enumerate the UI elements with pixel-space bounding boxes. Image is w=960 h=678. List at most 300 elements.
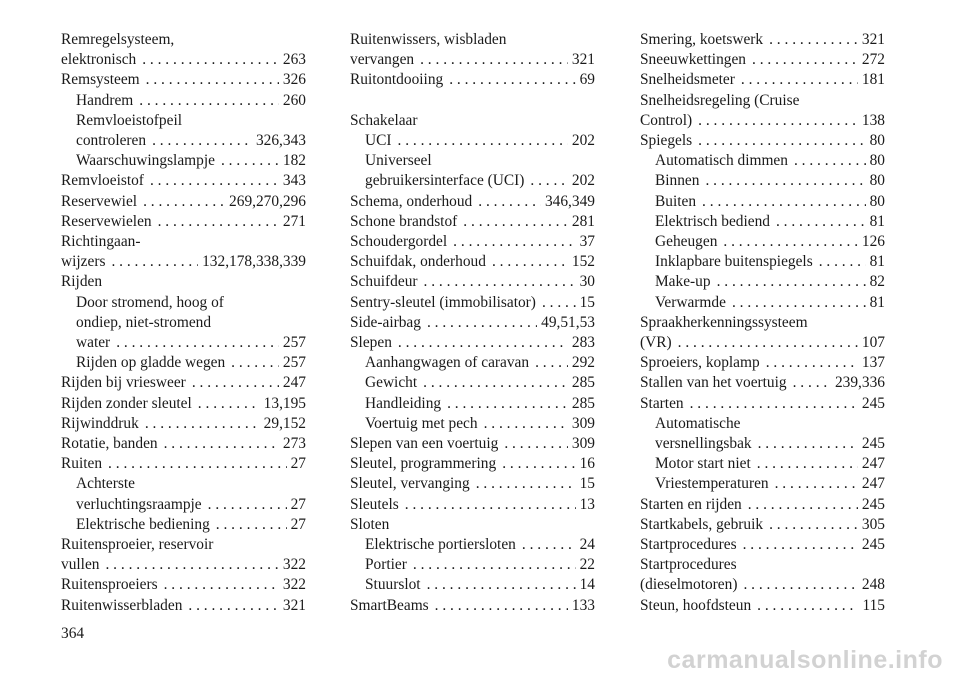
index-entry — [350, 212, 595, 232]
index-entry — [350, 454, 595, 474]
index-subentry — [640, 151, 885, 171]
entry-term: Waarschuwingslampje — [76, 152, 215, 170]
index-entry — [61, 575, 306, 595]
entry-page-ref: 13 — [579, 495, 595, 513]
index-entry — [61, 212, 306, 232]
entry-term: Elektrische portiersloten — [365, 536, 516, 554]
index-entry — [350, 333, 595, 353]
entry-term: Spraakherkenningssysteem — [640, 313, 808, 331]
index-subentry — [350, 131, 595, 151]
entry-term: Verwarmde — [655, 293, 726, 311]
entry-term: Schakelaar — [350, 111, 418, 129]
index-subentry — [350, 151, 595, 171]
entry-term: Schuifdeur — [350, 273, 418, 291]
entry-page-ref: 181 — [861, 71, 885, 89]
watermark-logo: carmanualsonline.info — [667, 646, 943, 674]
entry-term: Control) — [640, 111, 693, 129]
index-subentry — [61, 474, 306, 494]
entry-term: Ruitontdooiing — [350, 71, 444, 89]
entry-page-ref: 321 — [861, 31, 885, 48]
dot-leader — [152, 212, 279, 232]
entry-page-ref: 305 — [861, 515, 885, 533]
entry-term: Elektrisch bediend — [655, 212, 770, 230]
entry-term: Spiegels — [640, 132, 693, 150]
entry-page-ref: 283 — [571, 334, 595, 352]
entry-page-ref: 27 — [290, 515, 306, 533]
dot-leader — [457, 212, 568, 232]
entry-page-ref: 132,178,338,339 — [202, 253, 306, 271]
entry-page-ref: 285 — [571, 394, 595, 412]
entry-term: Gewicht — [365, 374, 418, 392]
dot-leader — [105, 252, 198, 272]
entry-page-ref: 80 — [869, 132, 885, 150]
index-subentry — [350, 373, 595, 393]
index-entry — [350, 293, 595, 313]
index-entry — [61, 434, 306, 454]
entry-page-ref: 326 — [282, 71, 306, 89]
entry-term: Ruitensproeier, reservoir — [61, 536, 214, 554]
index-subentry — [640, 232, 885, 252]
index-entry — [640, 333, 885, 353]
entry-term: Startprocedures — [640, 536, 737, 554]
entry-term: Elektrische bediening — [76, 515, 210, 533]
index-subentry — [350, 575, 595, 595]
index-entry — [640, 91, 885, 111]
entry-term: Remsysteem — [61, 71, 140, 89]
entry-page-ref: 107 — [861, 334, 885, 352]
dot-leader — [407, 555, 576, 575]
entry-page-ref: 239,336 — [834, 374, 885, 392]
entry-page-ref: 82 — [869, 273, 885, 291]
entry-page-ref: 80 — [869, 152, 885, 170]
entry-term: versnellingsbak — [655, 435, 752, 453]
entry-term: Binnen — [655, 172, 700, 190]
entry-page-ref: 292 — [571, 354, 595, 372]
entry-term: Startprocedures — [640, 556, 737, 574]
index-entry — [640, 353, 885, 373]
entry-page-ref: 322 — [282, 576, 306, 594]
dot-leader — [529, 353, 568, 373]
index-entry — [61, 50, 306, 70]
entry-term: Rijden zonder sleutel — [61, 394, 192, 412]
index-entry — [350, 474, 595, 494]
entry-term: Inklapbare buitenspiegels — [655, 253, 813, 271]
index-entry — [61, 70, 306, 90]
entry-page-ref: 81 — [869, 293, 885, 311]
dot-leader — [737, 575, 857, 595]
entry-page-ref: 202 — [571, 172, 595, 190]
dot-leader — [770, 212, 866, 232]
index-entry — [640, 394, 885, 414]
index-subentry — [640, 414, 885, 434]
entry-page-ref: 247 — [861, 455, 885, 473]
index-subentry — [61, 515, 306, 535]
index-entry — [61, 394, 306, 414]
entry-term: Stallen van het voertuig — [640, 374, 787, 392]
entry-page-ref: 271 — [282, 212, 306, 230]
index-entry — [350, 192, 595, 212]
dot-leader — [392, 333, 568, 353]
entry-term: Sleutels — [350, 495, 399, 513]
dot-leader — [414, 50, 568, 70]
dot-leader — [202, 495, 287, 515]
entry-page-ref: 15 — [579, 293, 595, 311]
index-entry — [350, 111, 595, 131]
dot-leader — [110, 333, 279, 353]
index-subentry — [350, 555, 595, 575]
dot-leader — [763, 515, 858, 535]
entry-term: Remvloeistofpeil — [76, 111, 183, 129]
entry-term: Make-up — [655, 273, 711, 291]
dot-leader — [735, 70, 858, 90]
page-number: 364 — [61, 625, 85, 642]
entry-page-ref: 322 — [282, 556, 306, 574]
entry-term: vullen — [61, 556, 100, 574]
entry-page-ref: 16 — [579, 455, 595, 473]
dot-leader — [186, 373, 279, 393]
entry-page-ref: 69 — [579, 71, 595, 89]
dot-leader — [140, 70, 279, 90]
entry-term: Smering, koetswerk — [640, 31, 764, 48]
index-column-1 — [61, 30, 306, 616]
dot-leader — [225, 353, 279, 373]
index-column-2 — [350, 30, 595, 616]
dot-leader — [742, 495, 858, 515]
entry-term: Remvloeistof — [61, 172, 144, 190]
entry-page-ref: 13,195 — [263, 394, 306, 412]
index-subentry — [640, 293, 885, 313]
index-entry — [61, 30, 306, 50]
entry-term: SmartBeams — [350, 596, 429, 614]
entry-term: Sproeiers, koplamp — [640, 354, 760, 372]
entry-page-ref: 285 — [571, 374, 595, 392]
entry-term: Schuifdak, onderhoud — [350, 253, 486, 271]
dot-leader — [144, 171, 279, 191]
entry-page-ref: 137 — [861, 354, 885, 372]
entry-page-ref: 115 — [862, 596, 885, 614]
entry-page-ref: 321 — [571, 51, 595, 69]
entry-page-ref: 15 — [579, 475, 595, 493]
dot-leader — [787, 373, 831, 393]
dot-leader — [399, 495, 576, 515]
entry-term: Motor start niet — [655, 455, 751, 473]
entry-page-ref: 49,51,53 — [541, 313, 595, 331]
entry-term: Starten — [640, 394, 684, 412]
index-subentry — [61, 111, 306, 131]
dot-leader — [137, 192, 225, 212]
index-entry — [61, 192, 306, 212]
dot-leader — [711, 272, 866, 292]
entry-page-ref: 309 — [571, 435, 595, 453]
dot-leader — [751, 596, 858, 616]
dot-leader — [516, 535, 576, 555]
index-entry — [61, 252, 306, 272]
index-entry — [350, 232, 595, 252]
entry-page-ref: 37 — [579, 233, 595, 251]
dot-leader — [699, 171, 865, 191]
dot-leader — [102, 454, 287, 474]
entry-page-ref: 309 — [571, 414, 595, 432]
dot-leader — [763, 30, 858, 50]
index-entry — [61, 454, 306, 474]
entry-term: Ruitensproeiers — [61, 576, 158, 594]
entry-page-ref: 263 — [282, 51, 306, 69]
entry-term: Portier — [365, 556, 407, 574]
index-entry — [61, 373, 306, 393]
dot-leader — [751, 454, 858, 474]
entry-page-ref: 81 — [869, 253, 885, 271]
entry-term: Stuurslot — [365, 576, 421, 594]
entry-page-ref: 257 — [282, 354, 306, 372]
entry-page-ref: 22 — [579, 556, 595, 574]
entry-term: Universeel — [365, 152, 432, 170]
entry-term: Startkabels, gebruik — [640, 515, 764, 533]
entry-term: Richtingaan- — [61, 233, 141, 251]
dot-leader — [158, 434, 279, 454]
entry-page-ref: 29,152 — [263, 414, 306, 432]
dot-leader — [417, 373, 568, 393]
dot-leader — [760, 353, 858, 373]
entry-page-ref: 343 — [282, 172, 306, 190]
dot-leader — [692, 111, 858, 131]
entry-term: Handrem — [76, 91, 134, 109]
entry-page-ref: 260 — [282, 91, 306, 109]
index-entry — [640, 111, 885, 131]
entry-page-ref: 247 — [861, 475, 885, 493]
entry-term: Sleutel, programmering — [350, 455, 497, 473]
entry-page-ref: 138 — [861, 111, 885, 129]
entry-page-ref: 273 — [282, 435, 306, 453]
entry-term: Starten en rijden — [640, 495, 742, 513]
index-entry — [61, 272, 306, 292]
dot-leader — [158, 575, 279, 595]
dot-leader — [478, 414, 568, 434]
dot-leader — [524, 171, 568, 191]
dot-leader — [672, 333, 858, 353]
index-entry — [350, 313, 595, 333]
entry-term: Side-airbag — [350, 313, 421, 331]
dot-leader — [813, 252, 866, 272]
index-subentry — [61, 91, 306, 111]
index-subentry — [61, 353, 306, 373]
dot-leader — [146, 131, 252, 151]
entry-term: Remregelsysteem, — [61, 31, 175, 48]
entry-term: Reservewiel — [61, 192, 138, 210]
index-entry — [350, 50, 595, 70]
entry-page-ref: 27 — [290, 455, 306, 473]
index-spacer — [350, 91, 595, 111]
dot-leader — [447, 232, 575, 252]
index-subentry — [61, 313, 306, 333]
index-entry — [61, 555, 306, 575]
dot-leader — [429, 596, 568, 616]
entry-term: Rijden — [61, 273, 103, 291]
entry-page-ref: 81 — [869, 212, 885, 230]
index-subentry — [350, 535, 595, 555]
entry-page-ref: 152 — [571, 253, 595, 271]
index-subentry — [640, 454, 885, 474]
entry-term: UCI — [365, 132, 392, 149]
entry-page-ref: 27 — [290, 495, 306, 513]
dot-leader — [182, 596, 279, 616]
entry-page-ref: 245 — [861, 435, 885, 453]
entry-term: Aanhangwagen of caravan — [365, 354, 530, 372]
index-entry — [350, 252, 595, 272]
dot-leader — [536, 293, 576, 313]
dot-leader — [392, 131, 568, 151]
entry-page-ref: 248 — [861, 576, 885, 594]
index-entry — [350, 70, 595, 90]
index-entry — [350, 596, 595, 616]
entry-term: Sneeuwkettingen — [640, 51, 746, 69]
entry-term: Ruiten — [61, 455, 103, 473]
dot-leader — [696, 192, 866, 212]
entry-page-ref: 281 — [571, 212, 595, 230]
entry-page-ref: 80 — [869, 172, 885, 190]
entry-term: Reservewielen — [61, 212, 152, 230]
index-subentry — [640, 252, 885, 272]
entry-term: Ruitenwisserbladen — [61, 596, 183, 614]
index-subentry — [61, 151, 306, 171]
dot-leader — [99, 555, 278, 575]
index-subentry — [350, 353, 595, 373]
entry-page-ref: 126 — [861, 233, 885, 251]
dot-leader — [421, 313, 537, 333]
entry-term: Rijden op gladde wegen — [76, 354, 226, 372]
entry-term: Geheugen — [655, 233, 718, 251]
index-subentry — [61, 293, 306, 313]
index-subentry — [640, 171, 885, 191]
dot-leader — [726, 293, 866, 313]
entry-term: Door stromend, hoog of — [76, 293, 224, 311]
index-entry — [640, 50, 885, 70]
entry-term: Schema, onderhoud — [350, 192, 473, 210]
dot-leader — [717, 232, 858, 252]
entry-term: water — [76, 334, 111, 352]
entry-term: Handleiding — [365, 394, 442, 412]
entry-term: Slepen van een voertuig — [350, 435, 499, 453]
entry-page-ref: 247 — [282, 374, 306, 392]
entry-term: wijzers — [61, 253, 106, 271]
entry-term: elektronisch — [61, 51, 137, 69]
entry-term: ondiep, niet-stromend — [76, 313, 212, 331]
entry-page-ref: 272 — [861, 51, 885, 69]
index-entry — [640, 373, 885, 393]
index-entry — [640, 555, 885, 575]
index-subentry — [640, 192, 885, 212]
dot-leader — [133, 91, 279, 111]
entry-page-ref: 24 — [579, 536, 595, 554]
index-entry — [350, 495, 595, 515]
index-subentry — [350, 414, 595, 434]
entry-page-ref: 133 — [571, 596, 595, 614]
entry-page-ref: 321 — [282, 596, 306, 614]
index-entry — [640, 515, 885, 535]
index-entry — [640, 30, 885, 50]
dot-leader — [752, 434, 858, 454]
dot-leader — [684, 394, 858, 414]
entry-term: Schone brandstof — [350, 212, 458, 230]
index-subentry — [640, 474, 885, 494]
entry-page-ref: 257 — [282, 334, 306, 352]
entry-term: verluchtingsraampje — [76, 495, 202, 513]
index-entry — [640, 495, 885, 515]
index-subentry — [640, 212, 885, 232]
entry-page-ref: 269,270,296 — [229, 192, 306, 210]
entry-term: Achterste — [76, 475, 135, 493]
entry-page-ref: 14 — [579, 576, 595, 594]
entry-term: Sleutel, vervanging — [350, 475, 470, 493]
dot-leader — [443, 70, 575, 90]
entry-page-ref: 245 — [861, 394, 885, 412]
index-entry — [61, 232, 306, 252]
entry-term: vervangen — [350, 51, 415, 69]
entry-page-ref: 245 — [861, 495, 885, 513]
entry-page-ref: 80 — [869, 192, 885, 210]
entry-term: (VR) — [640, 334, 672, 352]
index-entry — [350, 515, 595, 535]
index-entry — [640, 70, 885, 90]
entry-term: Ruitenwissers, wisbladen — [350, 31, 507, 48]
entry-page-ref: 326,343 — [255, 132, 306, 150]
index-entry — [640, 313, 885, 333]
index-entry — [640, 596, 885, 616]
index-subentry — [640, 434, 885, 454]
dot-leader — [486, 252, 568, 272]
entry-page-ref: 202 — [571, 132, 595, 149]
entry-page-ref: 30 — [579, 273, 595, 291]
entry-term: Steun, hoofdsteun — [640, 596, 752, 614]
dot-leader — [470, 474, 576, 494]
entry-term: Sloten — [350, 515, 390, 533]
dot-leader — [769, 474, 858, 494]
index-entry — [350, 434, 595, 454]
dot-leader — [692, 131, 865, 151]
dot-leader — [215, 151, 279, 171]
index-entry — [61, 596, 306, 616]
entry-term: controleren — [76, 132, 147, 150]
entry-term: Rotatie, banden — [61, 435, 158, 453]
dot-leader — [472, 192, 541, 212]
entry-term: gebruikersinterface (UCI) — [365, 172, 525, 190]
dot-leader — [192, 394, 260, 414]
entry-term: Voertuig met pech — [365, 414, 478, 432]
dot-leader — [418, 272, 576, 292]
entry-page-ref: 346,349 — [544, 192, 595, 210]
dot-leader — [139, 414, 260, 434]
entry-term: Snelheidsregeling (Cruise — [640, 91, 800, 109]
entry-term: Buiten — [655, 192, 697, 210]
index-entry — [61, 171, 306, 191]
index-subentry — [350, 394, 595, 414]
entry-term: (dieselmotoren) — [640, 576, 738, 594]
index-column-3 — [640, 30, 885, 616]
dot-leader — [746, 50, 858, 70]
entry-page-ref: 245 — [861, 536, 885, 554]
index-subentry — [640, 272, 885, 292]
index-entry — [61, 414, 306, 434]
index-subentry — [61, 333, 306, 353]
entry-term: Rijden bij vriesweer — [61, 374, 186, 392]
index-entry — [640, 535, 885, 555]
dot-leader — [737, 535, 858, 555]
entry-term: Vriestemperaturen — [655, 475, 769, 493]
dot-leader — [136, 50, 279, 70]
entry-term: Automatische — [655, 414, 741, 432]
entry-term: Schoudergordel — [350, 233, 448, 251]
entry-term: Automatisch dimmen — [655, 152, 788, 170]
entry-term: Sentry-sleutel (immobilisator) — [350, 293, 536, 311]
